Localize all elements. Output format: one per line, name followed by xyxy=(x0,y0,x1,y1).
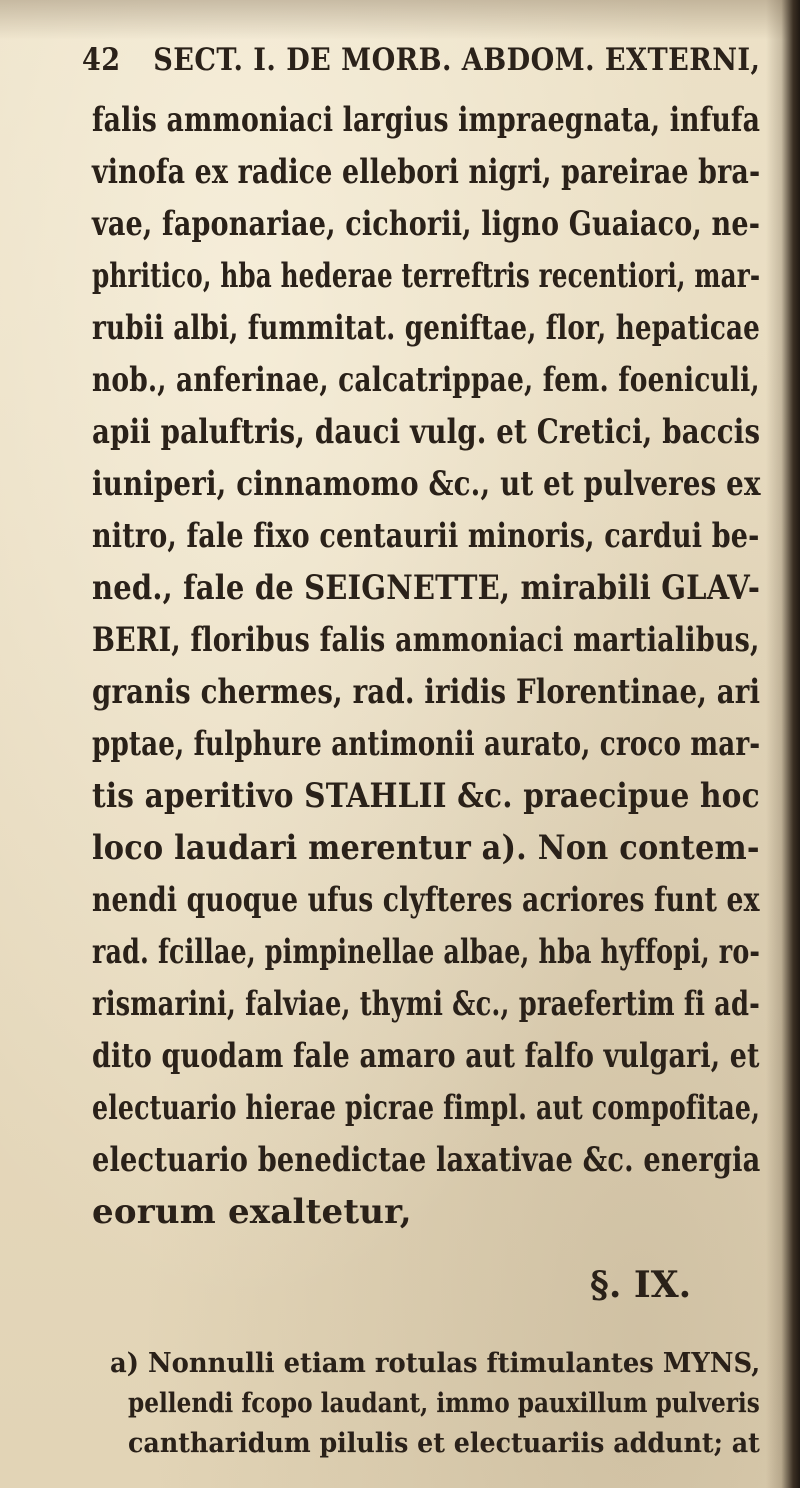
text-line: tis aperitivo STAHLII &c. praecipue hoc xyxy=(92,776,760,816)
running-title: SECT. I. DE MORB. ABDOM. EXTERNI, xyxy=(153,42,761,78)
text-line: ned., fale de SEIGNETTE, mirabili GLAV- xyxy=(92,568,761,608)
page-top-shadow xyxy=(0,0,800,40)
text-line: phritico, hba hederae terreftris recentiori, mar- xyxy=(92,256,761,296)
text-line: nitro, fale fixo centaurii minoris, cardui be- xyxy=(92,516,760,556)
text-line: electuario benedictae laxativae &c. energia xyxy=(92,1140,761,1180)
text-line: falis ammoniaci largius impraegnata, infufa xyxy=(92,100,761,140)
text-line: rubii albi, fummitat. geniftae, flor, hepaticae xyxy=(92,308,761,348)
page-number: 42 xyxy=(82,42,121,78)
text-line: loco laudari merentur a). Non contem- xyxy=(92,828,760,868)
footnote-line: a) Nonnulli etiam rotulas ftimulantes MYNS, xyxy=(110,1348,761,1379)
text-line: nob., anferinae, calcatrippae, fem. foeniculi, xyxy=(92,360,760,400)
section-heading: §. IX. xyxy=(590,1264,692,1306)
text-line: BERI, floribus falis ammoniaci martialibus, xyxy=(92,620,760,660)
text-line: vae, faponariae, cichorii, ligno Guaiaco, ne- xyxy=(92,204,761,244)
text-line: iuniperi, cinnamomo &c., ut et pulveres ex xyxy=(92,464,761,504)
text-line: eorum exaltetur, xyxy=(92,1192,412,1232)
running-header xyxy=(82,42,761,78)
footnote-line: cantharidum pilulis et electuariis addunt; at xyxy=(128,1428,760,1459)
text-line: pptae, fulphure antimonii aurato, croco mar- xyxy=(92,724,761,764)
text-line: dito quodam fale amaro aut falfo vulgari, et xyxy=(92,1036,760,1076)
text-line: nendi quoque ufus clyfteres acriores funt ex xyxy=(92,880,760,920)
text-line: vinofa ex radice ellebori nigri, pareirae bra- xyxy=(92,152,761,192)
text-line: apii paluftris, dauci vulg. et Cretici, baccis xyxy=(92,412,761,452)
footnote-line: pellendi fcopo laudant, immo pauxillum pulveris xyxy=(128,1388,760,1419)
text-line: granis chermes, rad. iridis Florentinae, ari xyxy=(92,672,761,712)
text-line: electuario hierae picrae fimpl. aut compofitae, xyxy=(92,1088,761,1128)
binding-shadow xyxy=(766,0,800,1488)
text-line: rismarini, falviae, thymi &c., praefertim fi ad- xyxy=(92,984,760,1024)
text-line: rad. fcillae, pimpinellae albae, hba hyffopi, ro- xyxy=(92,932,761,972)
